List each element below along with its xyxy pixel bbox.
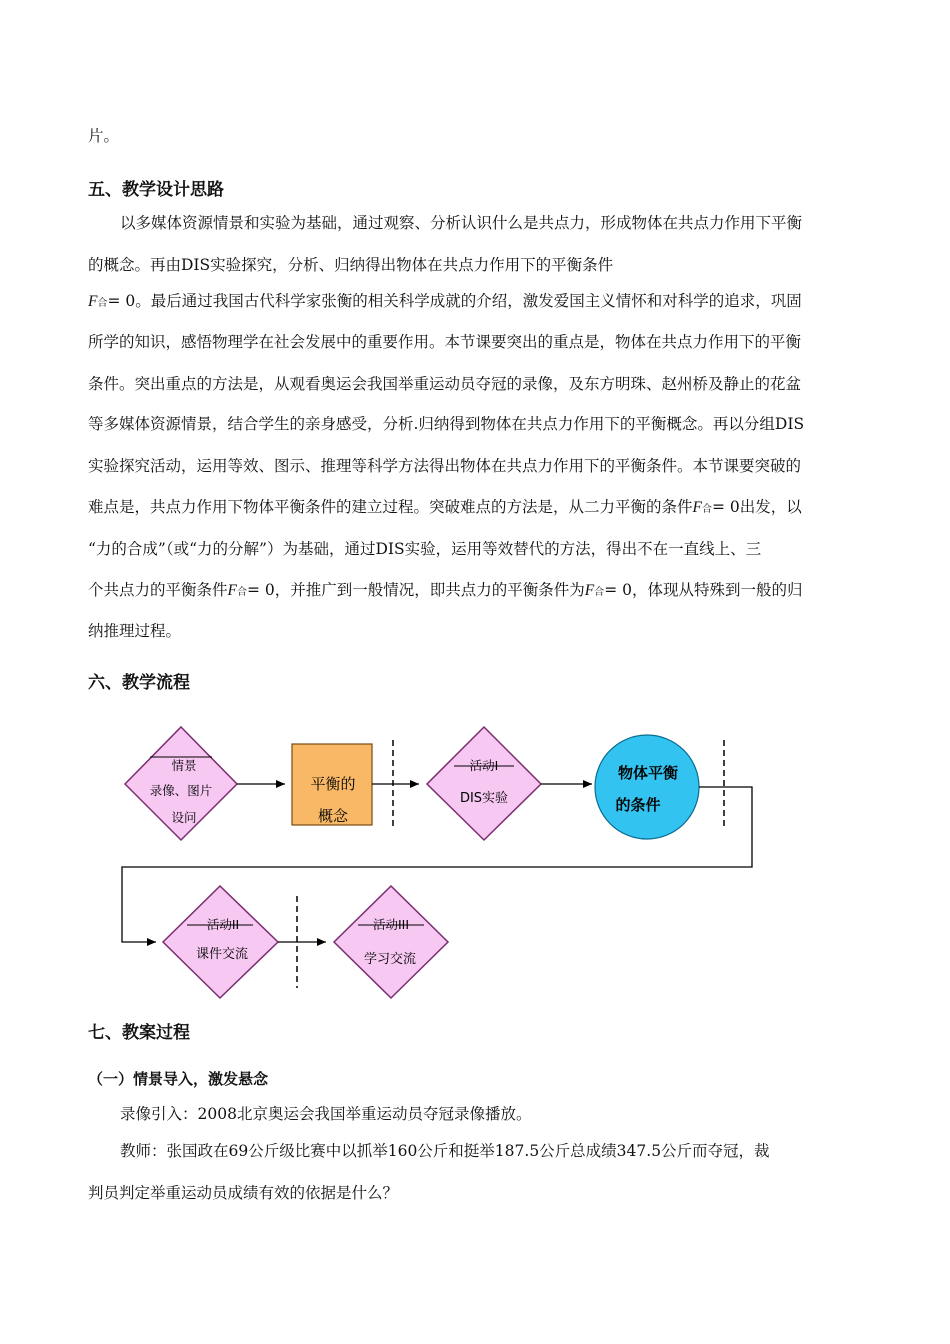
activity3-top-label: 活动III	[372, 917, 410, 932]
paragraph-line: 条件。突出重点的方法是，从观看奥运会我国举重运动员夺冠的录像，及东方明珠、赵州桥及静止的花盆	[88, 375, 802, 393]
paragraph-line: 判员判定举重运动员成绩有效的依据是什么？	[88, 1184, 399, 1202]
box-label-line2: 概念	[317, 807, 349, 825]
flow-diamond-activity2	[163, 886, 278, 998]
flow-diamond-activity1	[427, 727, 541, 840]
f-subscript: 合	[97, 298, 108, 309]
f-symbol: F	[88, 293, 98, 310]
paragraph-line: 实验探究活动，运用等效、图示、推理等科学方法得出物体在共点力作用下的平衡条件。本节课要突破的	[88, 457, 802, 475]
paragraph-line: 难点是，共点力作用下物体平衡条件的建立过程。突破难点的方法是，从二力平衡的条件F合= 0出发，以	[88, 498, 802, 516]
paragraph-line: 的概念。再由DIS实验探究，分析、归纳得出物体在共点力作用下的平衡条件	[88, 256, 614, 274]
lead-fragment: 片。	[88, 127, 120, 145]
circle-label-line1: 物体平衡	[617, 764, 679, 782]
paragraph-line: 所学的知识，感悟物理学在社会发展中的重要作用。本节课要突出的重点是，物体在共点力作用下的平衡	[88, 333, 802, 351]
flow-circle-balance-condition	[595, 735, 699, 839]
flow-box-balance-concept	[292, 744, 372, 825]
flow-diamond-activity3	[334, 886, 448, 998]
activity1-top-label: 活动I	[469, 758, 499, 773]
circle-label-line2: 的条件	[615, 796, 661, 814]
paragraph-line: F合= 0。最后通过我国古代科学家张衡的相关科学成就的介绍，激发爱国主义情怀和对科学的追求，巩固	[88, 292, 802, 310]
flow-diamond-scene	[125, 727, 237, 840]
section5-heading: 五、教学设计思路	[88, 180, 224, 200]
teaching-flowchart	[0, 700, 950, 1000]
paragraph-line: 纳推理过程。	[88, 622, 182, 640]
activity1-mid-label: DIS实验	[459, 791, 509, 806]
paragraph-line: 个共点力的平衡条件F合= 0，并推广到一般情况，即共点力的平衡条件为F合= 0，体现从特殊到一般的归	[88, 581, 803, 599]
section7-subheading: （一）情景导入，激发悬念	[88, 1070, 269, 1088]
activity3-mid-label: 学习交流	[363, 952, 417, 967]
paragraph-line: 以多媒体资源情景和实验为基础，通过观察、分析认识什么是共点力，形成物体在共点力作用下平衡	[120, 214, 803, 232]
scene-bottom-label: 设问	[171, 810, 197, 825]
paragraph-line: 等多媒体资源情景，结合学生的亲身感受，分析.归纳得到物体在共点力作用下的平衡概念。再以分组DIS	[88, 415, 805, 433]
section6-heading: 六、教学流程	[88, 673, 190, 693]
section7-heading: 七、教案过程	[88, 1023, 190, 1043]
paragraph-line: 教师：张国政在69公斤级比赛中以抓举160公斤和挺举187.5公斤总成绩347.5公斤而夺冠，裁	[120, 1142, 770, 1160]
paragraph-line: 录像引入：2008北京奥运会我国举重运动员夺冠录像播放。	[120, 1105, 532, 1123]
paragraph-line: “力的合成”（或“力的分解”）为基础，通过DIS实验，运用等效替代的方法，得出不在一直线上、三	[88, 540, 762, 558]
scene-mid-label: 录像、图片	[149, 783, 213, 798]
box-label-line1: 平衡的	[310, 775, 356, 793]
scene-top-label: 情景	[171, 758, 197, 773]
activity2-top-label: 活动II	[206, 917, 240, 932]
activity2-mid-label: 课件交流	[195, 947, 249, 962]
